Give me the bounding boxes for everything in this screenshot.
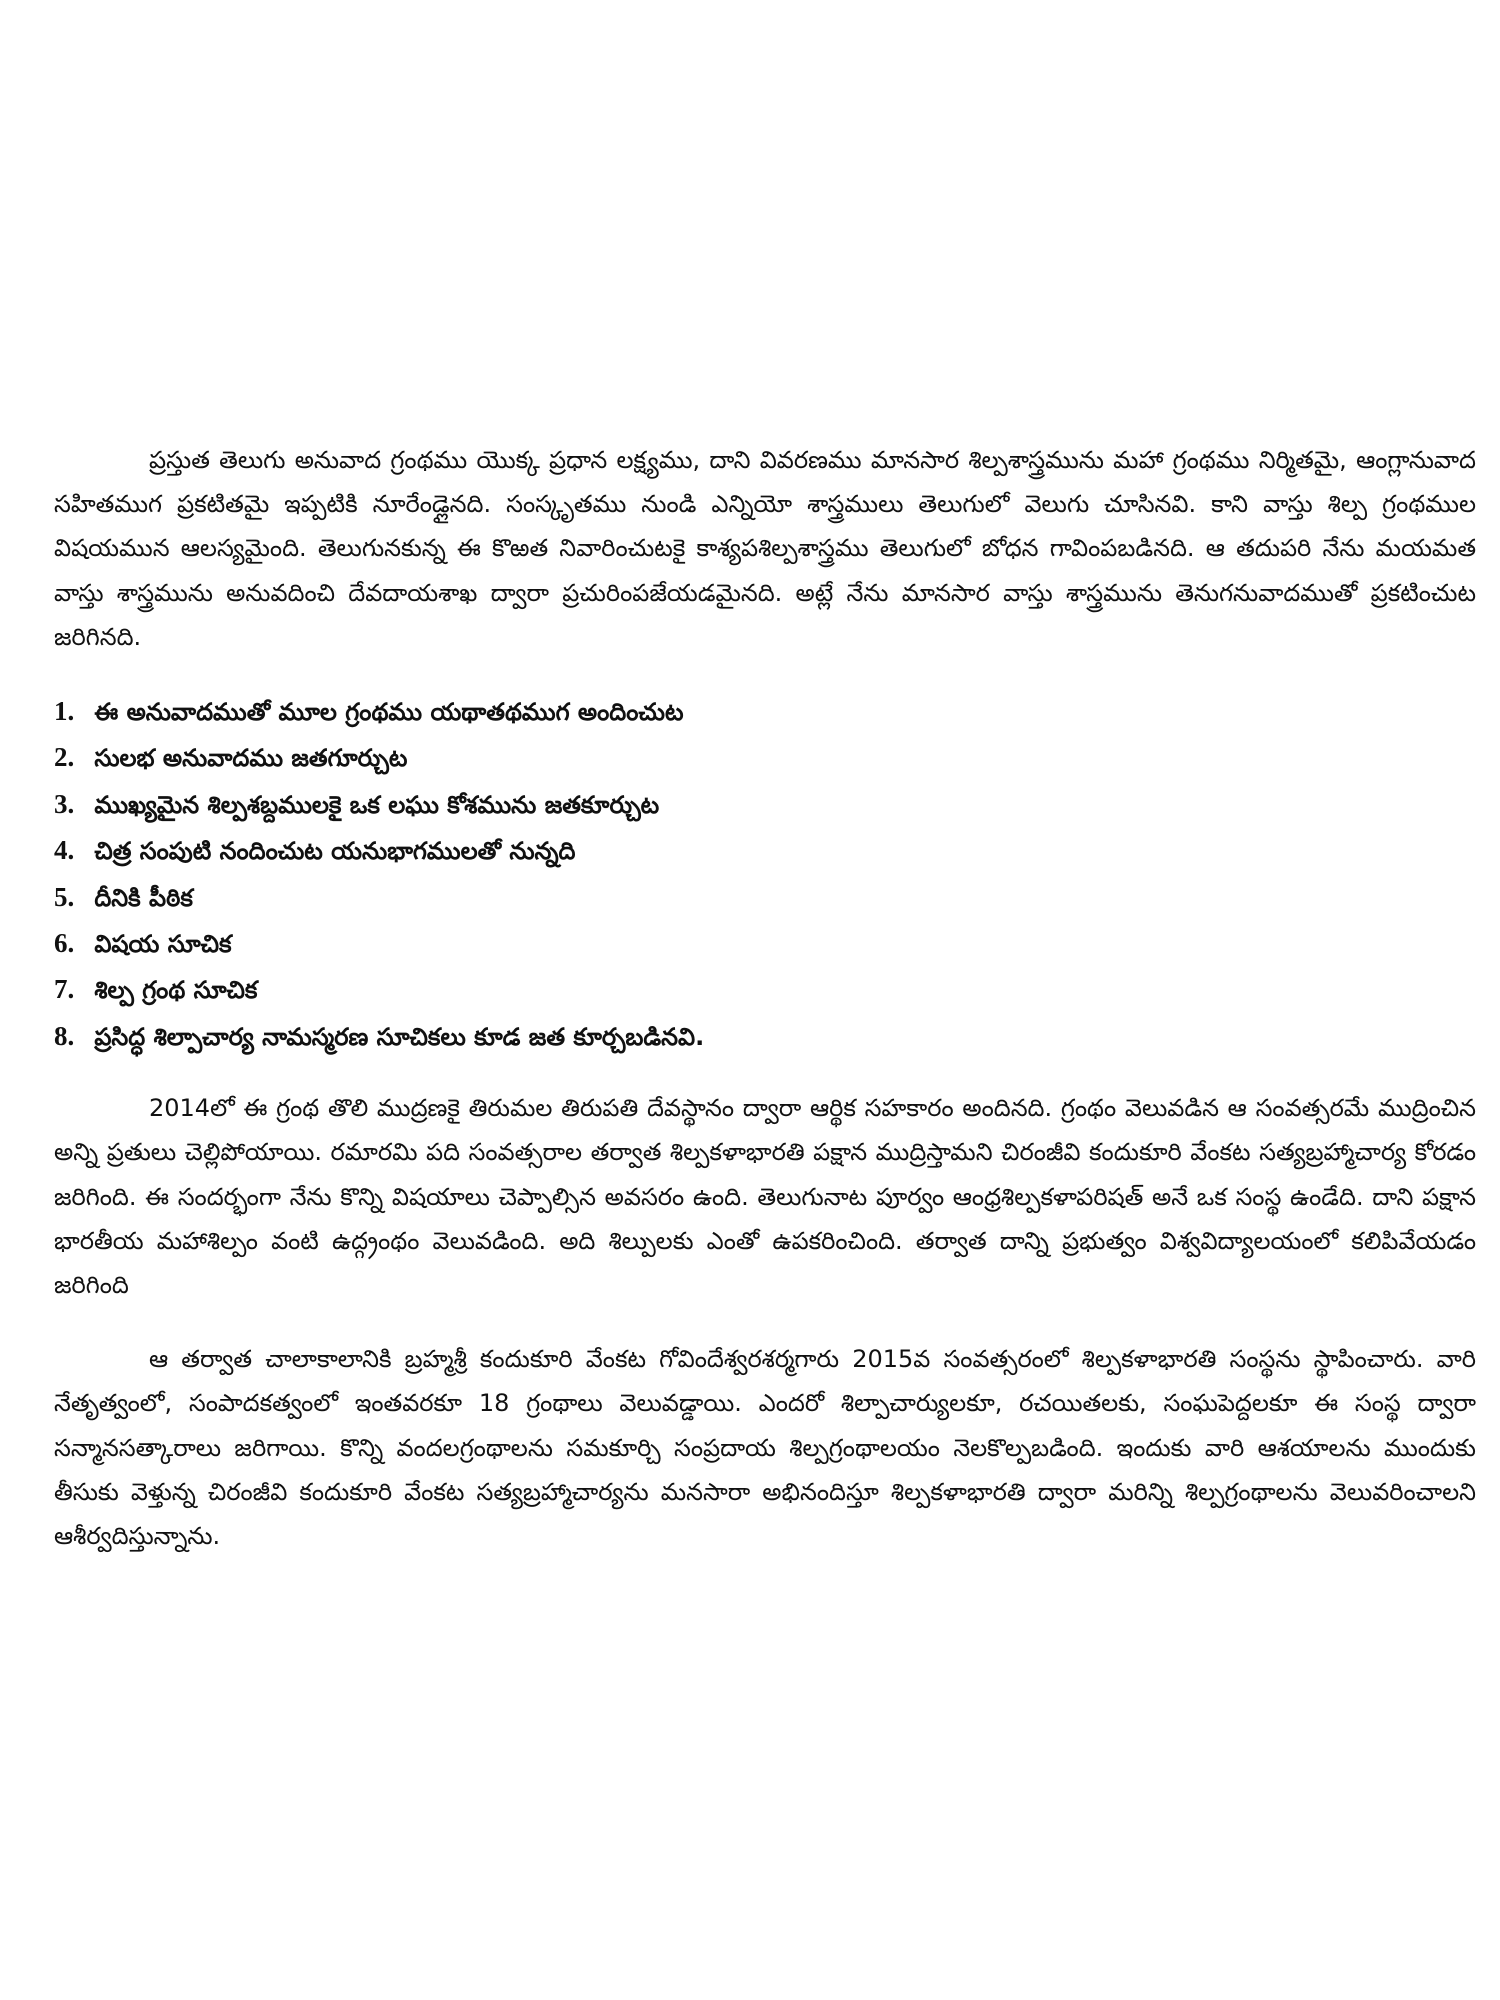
list-item-number: 6. bbox=[54, 928, 75, 959]
list-item-number: 2. bbox=[54, 742, 75, 773]
list-item-text: ప్రసిద్ధ శిల్పాచార్య నామస్మరణ సూచికలు కూడ జత కూర్చబడినవి. bbox=[94, 1022, 705, 1051]
list-item bbox=[54, 921, 1476, 967]
list-item-text: చిత్ర సంపుటి నందించుట యనుభాగములతో నున్నది bbox=[94, 837, 576, 866]
list-item bbox=[54, 735, 1476, 781]
list-item bbox=[54, 828, 1476, 874]
list-item bbox=[54, 782, 1476, 828]
list-item-number: 1. bbox=[54, 696, 75, 727]
list-item-text: విషయ సూచిక bbox=[94, 930, 232, 959]
paragraph-2015: ఆ తర్వాత చాలాకాలానికి బ్రహ్మశ్రీ కందుకూరి వేంకట గోవిందేశ్వరశర్మగారు 2015వ సంవత్సరంలో శిల్పకళాభారతి సంస్థను స్థాపించారు. వారి నేతృత్వంలో, సంపాదకత్వంలో ఇంతవరకూ 18 గ్రంథాలు వెలువడ్డాయి. ఎందరో శిల్పాచార్యులకూ, రచయితలకు, సంఘపెద్దలకూ ఈ సంస్థ ద్వారా సన్మానసత్కారాలు జరిగాయి. కొన్ని వందలగ్రంథాలను సమకూర్చి సంప్రదాయ శిల్పగ్రంథాలయం నెలకొల్పబడింది. ఇందుకు వారి ఆశయాలను ముందుకు తీసుకు వెళ్తున్న చిరంజీవి కందుకూరి వేంకట సత్యబ్రహ్మాచార్యను మనసారా అభినందిస్తూ శిల్పకళాభారతి ద్వారా మరిన్ని శిల్పగ్రంథాలను వెలువరించాలని ఆశీర్వదిస్తున్నాను. bbox=[54, 1345, 1476, 1551]
paragraph-2014: 2014లో ఈ గ్రంథ తొలి ముద్రణకై తిరుమల తిరుపతి దేవస్థానం ద్వారా ఆర్థిక సహకారం అందినది. గ్రంథం వెలువడిన ఆ సంవత్సరమే ముద్రించిన అన్ని ప్రతులు చెల్లిపోయాయి. రమారమి పది సంవత్సరాల తర్వాత శిల్పకళాభారతి పక్షాన ముద్రిస్తామని చిరంజీవి కందుకూరి వేంకట సత్యబ్రహ్మాచార్య కోరడం జరిగింది. ఈ సందర్భంగా నేను కొన్ని విషయాలు చెప్పాల్సిన అవసరం ఉంది. తెలుగునాట పూర్వం ఆంధ్రశిల్పకళాపరిషత్ అనే ఒక సంస్థ ఉండేది. దాని పక్షాన భారతీయ మహాశిల్పం వంటి ఉద్గ్రంథం వెలువడింది. అది శిల్పులకు ఎంతో ఉపకరించింది. తర్వాత దాన్ని ప్రభుత్వం విశ్వవిద్యాలయంలో కలిపివేయడం జరిగింది bbox=[54, 1094, 1476, 1300]
list-item-number: 3. bbox=[54, 788, 75, 819]
list-item-number: 8. bbox=[54, 1020, 75, 1051]
list-item-text: ముఖ్యమైన శిల్పశబ్దములకై ఒక లఘు కోశమును జతకూర్చుట bbox=[94, 790, 660, 819]
paragraph-intro: ప్రస్తుత తెలుగు అనువాద గ్రంథము యొక్క ప్రధాన లక్ష్యము, దాని వివరణము మానసార శిల్పశాస్త్రమును మహా గ్రంథము నిర్మితమై, ఆంగ్లానువాద సహితముగ ప్రకటితమై ఇప్పటికి నూరేండ్లైనది. సంస్కృతము నుండి ఎన్నియో శాస్త్రములు తెలుగులో వెలుగు చూసినవి. కాని వాస్తు శిల్ప గ్రంథముల విషయమున ఆలస్యమైంది. తెలుగునకున్న ఈ కొఱత నివారించుటకై కాశ్యపశిల్పశాస్త్రము తెలుగులో బోధన గావింపబడినది. ఆ తదుపరి నేను మయమత వాస్తు శాస్త్రమును అనువదించి దేవదాయశాఖ ద్వారా ప్రచురింపజేయడమైనది. అట్లే నేను మానసార వాస్తు శాస్త్రమును తెనుగనువాదముతో ప్రకటించుట జరిగినది. bbox=[54, 446, 1476, 651]
list-item bbox=[54, 875, 1476, 921]
list-item-text: ఈ అనువాదముతో మూల గ్రంథము యథాతథముగ అందించుట bbox=[94, 698, 684, 727]
list-item-number: 4. bbox=[54, 835, 75, 866]
list-item-number: 5. bbox=[54, 881, 75, 912]
list-item bbox=[54, 689, 1476, 735]
list-item-number: 7. bbox=[54, 974, 75, 1005]
list-item bbox=[54, 1014, 1476, 1060]
list-item-text: శిల్ప గ్రంథ సూచిక bbox=[94, 976, 258, 1005]
list-item bbox=[54, 967, 1476, 1013]
objectives-list bbox=[54, 689, 1476, 1060]
list-item-text: సులభ అనువాదము జతగూర్చుట bbox=[94, 744, 408, 773]
document-page bbox=[54, 438, 1476, 1558]
list-item-text: దీనికి పీఠిక bbox=[94, 883, 193, 912]
